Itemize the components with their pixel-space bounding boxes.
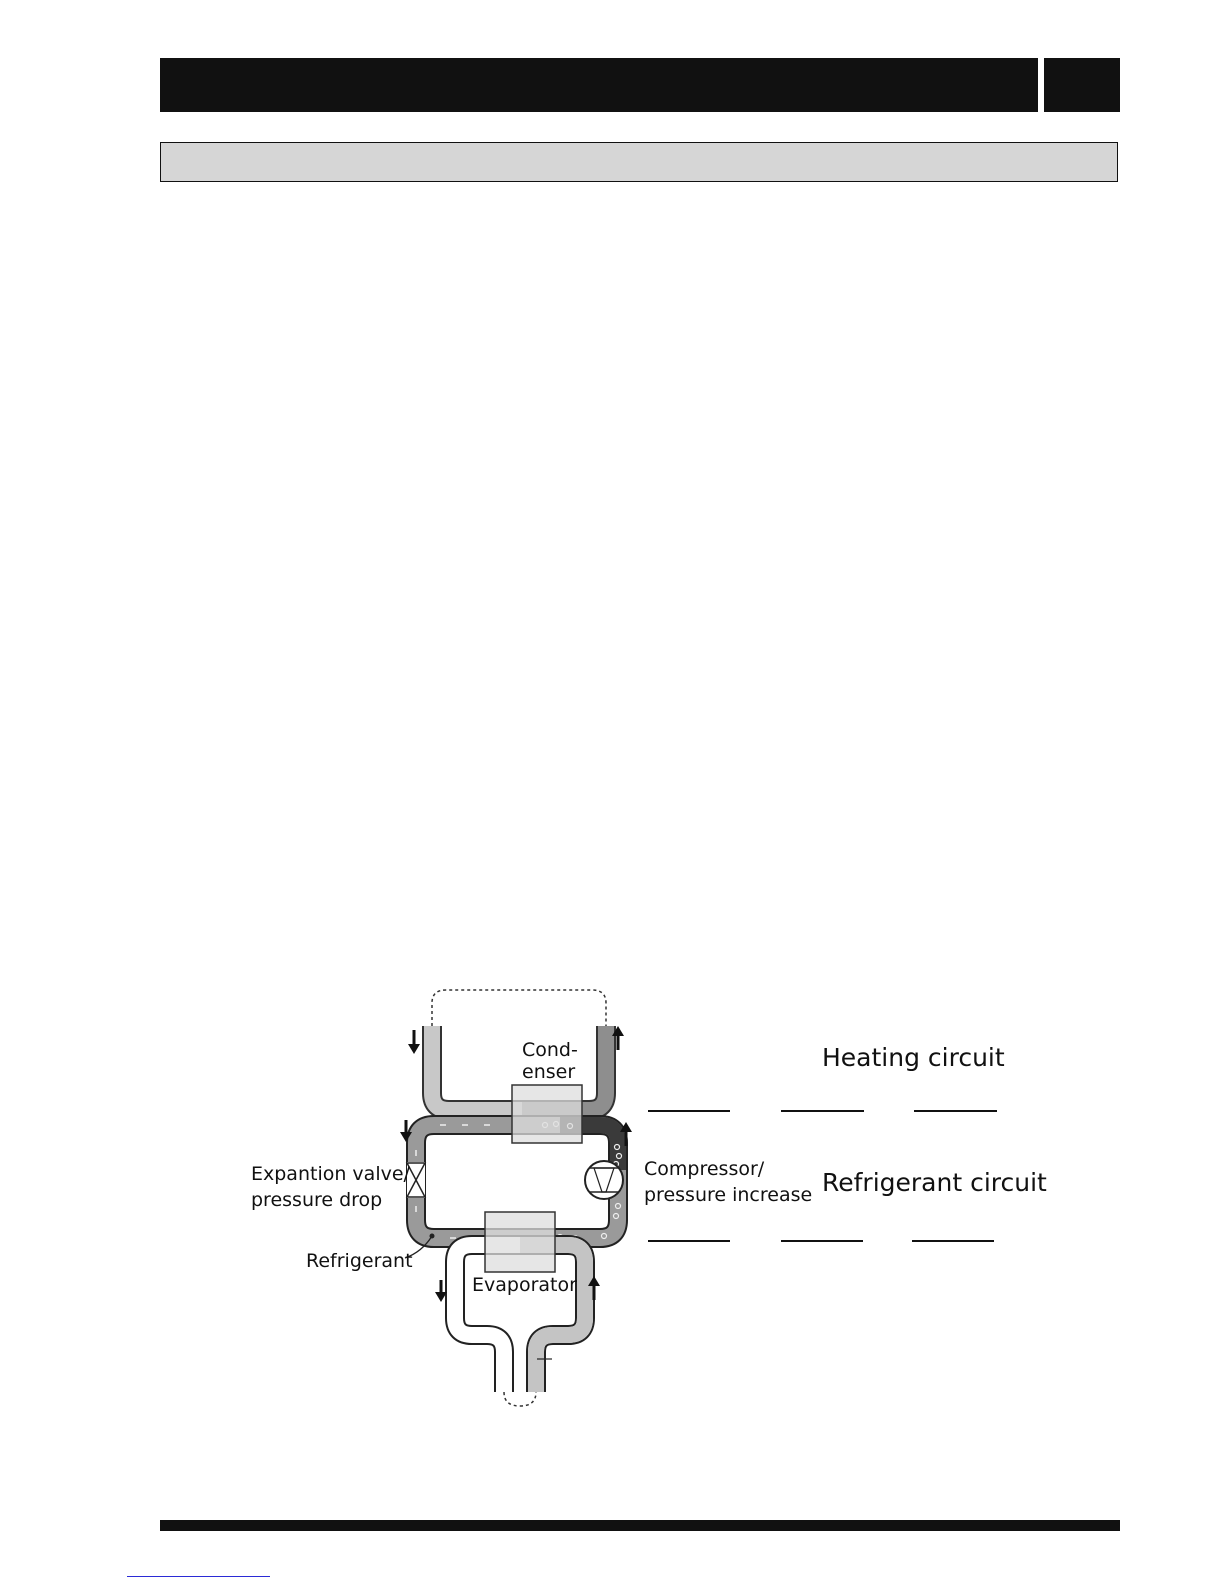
footer-rule bbox=[160, 1520, 1120, 1531]
evaporator-label: Evaporator bbox=[472, 1274, 577, 1296]
heating-circuit-dashed-line bbox=[432, 990, 606, 1026]
refrigerant-label: Refrigerant bbox=[306, 1250, 413, 1272]
refrigerant-legend-line-1 bbox=[648, 1240, 730, 1242]
compressor-label-line2: pressure increase bbox=[644, 1184, 813, 1206]
heating-circuit-label: Heating circuit bbox=[822, 1043, 1005, 1072]
compressor-label-line1: Compressor/ bbox=[644, 1158, 765, 1180]
condenser-box bbox=[512, 1085, 582, 1143]
condenser-label-line1: Cond- bbox=[522, 1039, 578, 1061]
compressor-symbol bbox=[585, 1161, 623, 1199]
footer-link-underline[interactable] bbox=[127, 1576, 270, 1577]
condenser-label-line2: enser bbox=[522, 1061, 576, 1083]
refrigerant-circuit-label: Refrigerant circuit bbox=[822, 1168, 1047, 1197]
heating-pipe-cold-side bbox=[432, 1026, 522, 1110]
arrow-down-heating-left bbox=[408, 1030, 420, 1054]
brine-dashed-return bbox=[504, 1392, 536, 1406]
refrigerant-legend-line-2 bbox=[781, 1240, 863, 1242]
expansion-valve-label-line2: pressure drop bbox=[251, 1189, 383, 1211]
expansion-valve-label-line1: Expantion valve/ bbox=[251, 1163, 410, 1185]
refrigerant-legend-line-3 bbox=[912, 1240, 994, 1242]
heating-legend-line-3 bbox=[914, 1110, 997, 1112]
heating-legend-line-2 bbox=[781, 1110, 864, 1112]
evaporator-box bbox=[485, 1212, 555, 1272]
heating-legend-line-1 bbox=[648, 1110, 730, 1112]
